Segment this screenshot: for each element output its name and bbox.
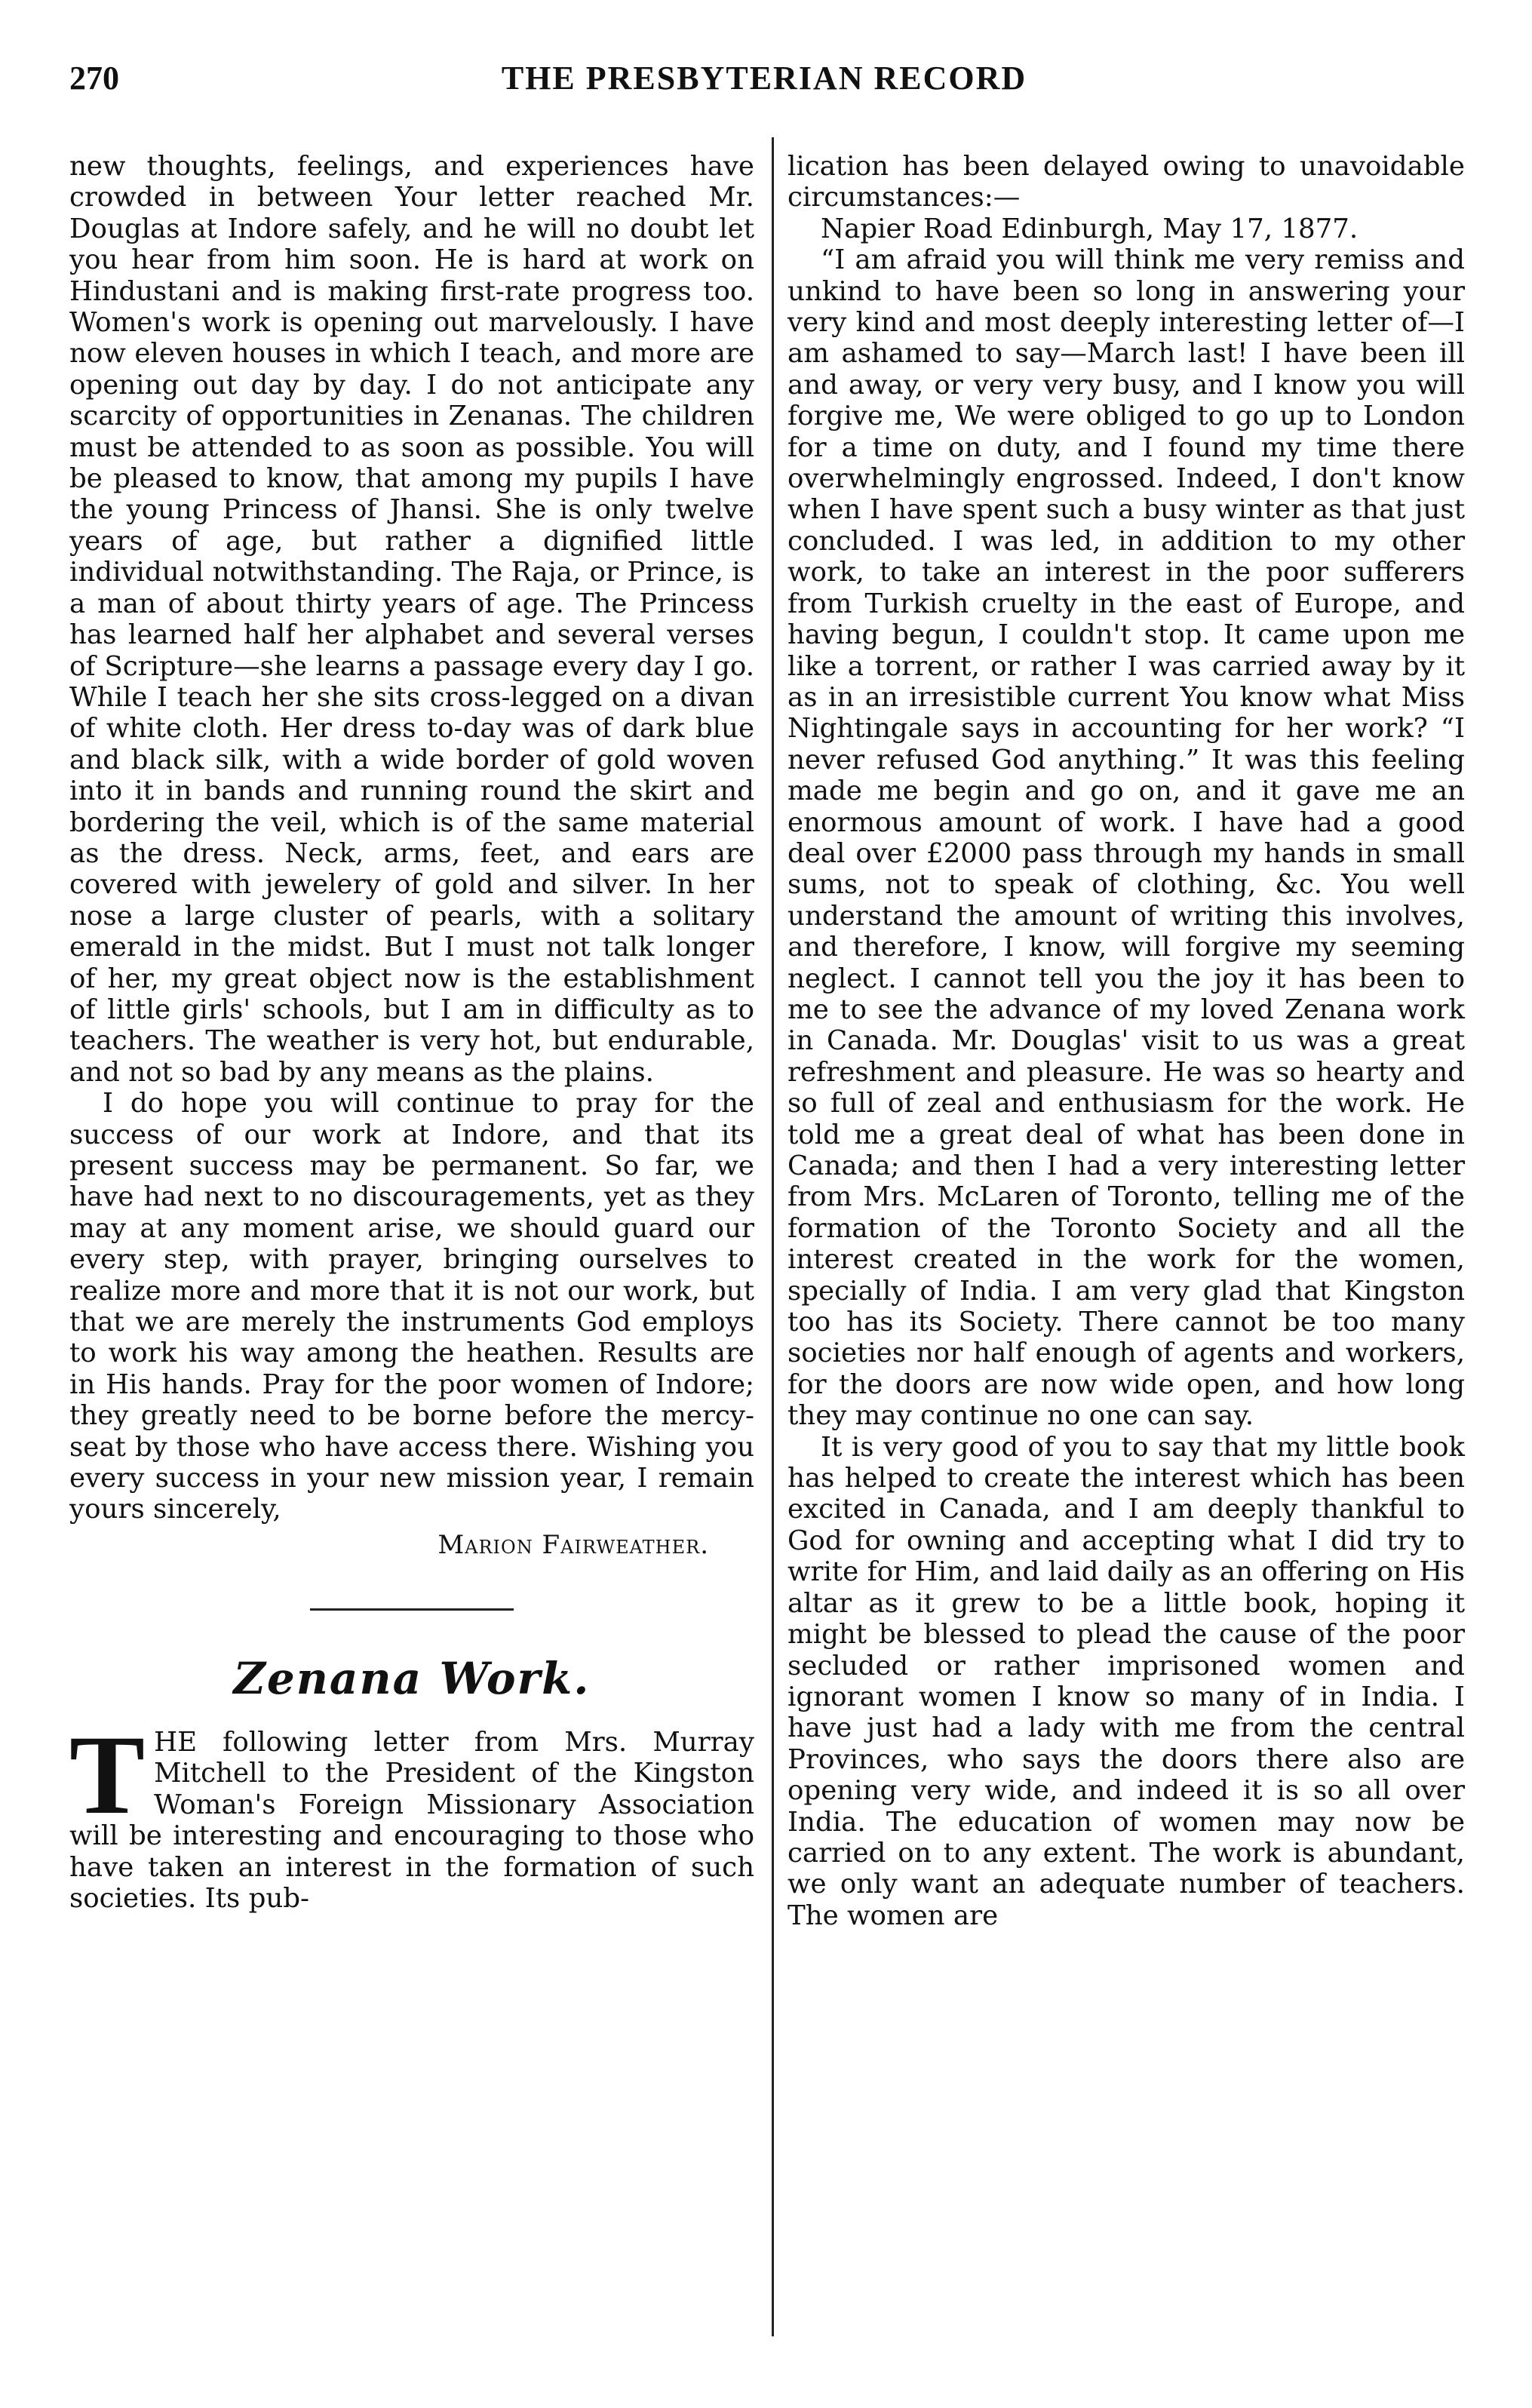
column-divider <box>772 137 774 2336</box>
intro-continued: lication has been delayed owing to unavoidable circumstances:— <box>787 151 1465 213</box>
letter-paragraph: It is very good of you to say that my little book has helped to create the interest which has been excited in Canada, and I am deeply thankful to God for owning and accepting what I did try to write for Him, and laid daily as an offering on His altar as it grew to be a little book, hoping it might be blessed to plead the cause of the poor secluded or rather imprisoned women and ignorant women I know so many of in India. I have just had a lady with me from the central Provinces, who says the doors there also are opening very wide, and indeed it is so all over India. The education of women may now be carried on to any extent. The work is abundant, we only want an adequate number of teachers. The women are <box>787 1431 1465 1931</box>
drop-cap: T <box>69 1712 146 1838</box>
letter-paragraph: new thoughts, feelings, and experiences have crowded in between Your letter reached Mr. Douglas at Indore safely, and he will no doubt let you hear from him soon. He is hard at work on Hindustani and is making first-rate progress too. Women's work is opening out marvelously. I have now eleven houses in which I teach, and more are opening out day by day. I do not anticipate any scarcity of opportunities in Zenanas. The children must be attended to as soon as possible. You will be pleased to know, that among my pupils I have the young Princess of Jhansi. She is only twelve years of age, but rather a dignified little individual notwithstanding. The Raja, or Prince, is a man of about thirty years of age. The Princess has learned half her alphabet and several verses of Scripture—she learns a passage every day I go. While I teach her she sits cross-legged on a divan of white cloth. Her dress to-day was of dark blue and black silk, with a wide border of gold woven into it in bands and running round the skirt and bordering the veil, which is of the same material as the dress. Neck, arms, feet, and ears are covered with jewelery of gold and silver. In her nose a large cluster of pearls, with a solitary emerald in the midst. But I must not talk longer of her, my great object now is the establishment of little girls' schools, but I am in difficulty as to teachers. The weather is very hot, but endurable, and not so bad by any means as the plains. <box>69 151 754 1088</box>
section-separator <box>310 1608 514 1611</box>
letter-paragraph: “I am afraid you will think me very remiss and unkind to have been so long in answering your very kind and most deeply interesting letter of—I am ashamed to say—March last! I have been ill and away, or very very busy, and I know you will forgive me, We were obliged to go up to London for a time on duty, and I found my time there overwhelmingly engrossed. Indeed, I don't know when I have spent such a busy winter as that just concluded. I was led, in addition to my other work, to take an interest in the poor sufferers from Turkish cruelty in the east of Europe, and having begun, I couldn't stop. It came upon me like a torrent, or rather I was carried away by it as in an irresistible current You know what Miss Nightingale says in accounting for her work? “I never refused God anything.” It was this feeling made me begin and go on, and it gave me an enormous amount of work. I have had a good deal over £2000 pass through my hands in small sums, not to speak of clothing, &c. You well understand the amount of writing this involves, and therefore, I know, will forgive my seeming neglect. I cannot tell you the joy it has been to me to see the advance of my loved Zenana work in Canada. Mr. Douglas' visit to us was a great refreshment and pleasure. He was so hearty and so full of zeal and enthusiasm for the work. He told me a great deal of what has been done in Canada; and then I had a very interesting letter from Mrs. McLaren of Toronto, telling me of the formation of the Toronto Society and all the interest created in the work for the women, specially of India. I am very glad that Kingston too has its Society. There cannot be too many societies nor half enough of agents and workers, for the doors are now wide open, and how long they may continue no one can say. <box>787 244 1465 1432</box>
page-number: 270 <box>69 60 119 97</box>
letter-paragraph: I do hope you will continue to pray for the success of our work at Indore, and that its present success may be permanent. So far, we have had next to no discouragements, yet as they may at any moment arise, we should guard our every step, with prayer, bringing ourselves to realize more and more that it is not our work, but that we are merely the instruments God employs to work his way among the heathen. Results are in His hands. Pray for the poor women of Indore; they greatly need to be borne before the mercy-seat by those who have access there. Wishing you every success in your new mission year, I remain yours sincerely, <box>69 1088 754 1525</box>
running-title: THE PRESBYTERIAN RECORD <box>501 60 1027 97</box>
dateline: Napier Road Edinburgh, May 17, 1877. <box>821 213 1359 244</box>
left-column <box>69 151 754 1914</box>
signature: Marion Fairweather. <box>437 1529 709 1560</box>
page-header <box>69 59 1459 119</box>
right-column <box>787 151 1465 1931</box>
section-title: Zenana Work. <box>233 1652 591 1704</box>
intro-text: HE following letter from Mrs. Murray Mitchell to the President of the Kingston Woman's Foreign Missionary Association will be interesting and encouraging to those who have taken an interest in the formation of such societies. Its pub- <box>69 1726 754 1914</box>
section-intro <box>69 1712 754 1914</box>
